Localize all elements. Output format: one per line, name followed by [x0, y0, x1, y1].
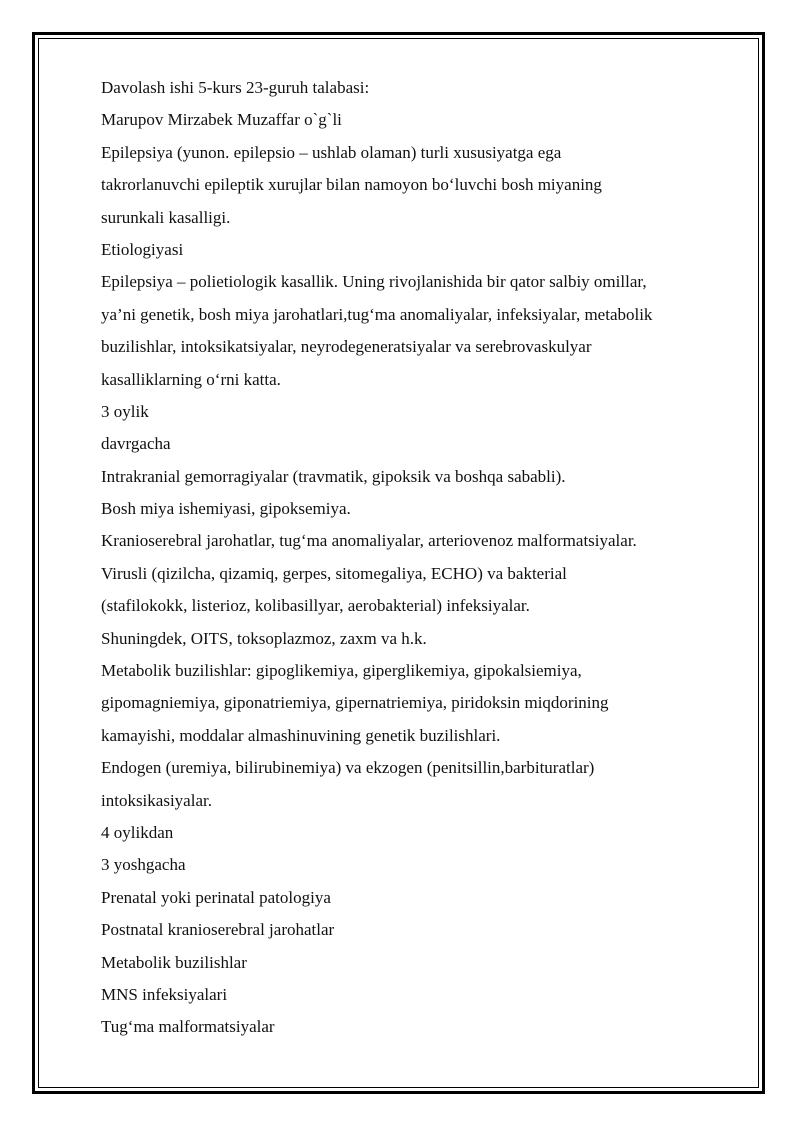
author-name-line: Marupov Mirzabek Muzaffar o`g`li: [101, 110, 342, 130]
cause-line: Metabolik buzilishlar: gipoglikemiya, giperglikemiya, gipokalsiemiya,: [101, 661, 582, 681]
age-group-label: davrgacha: [101, 434, 171, 454]
age-group-label: 3 oylik: [101, 401, 149, 421]
etiology-paragraph-line: Epilepsiya – polietiologik kasallik. Uning rivojlanishida bir qator salbiy omillar,: [101, 272, 647, 292]
cause-line: gipomagniemiya, giponatriemiya, gipernatriemiya, piridoksin miqdorining: [101, 693, 609, 713]
etiology-paragraph-line: kasalliklarning o‘rni katta.: [101, 369, 281, 389]
section-heading-etiology: Etiologiyasi: [101, 239, 184, 259]
definition-line: Epilepsiya (yunon. epilepsio – ushlab olaman) turli xususiyatga ega: [101, 142, 562, 162]
cause-line: Bosh miya ishemiyasi, gipoksemiya.: [101, 499, 351, 519]
etiology-paragraph-line: buzilishlar, intoksikatsiyalar, neyrodegeneratsiyalar va serebrovaskulyar: [101, 337, 592, 357]
age-group-label: 4 oylikdan: [101, 822, 174, 842]
cause-line: kamayishi, moddalar almashinuvining genetik buzilishlari.: [101, 725, 501, 745]
age-group-label: 3 yoshgacha: [101, 855, 186, 875]
document-body: [101, 72, 741, 1044]
cause-line: Tug‘ma malformatsiyalar: [101, 1017, 275, 1037]
cause-line: Endogen (uremiya, bilirubinemiya) va ekzogen (penitsillin,barbituratlar): [101, 758, 595, 778]
cause-line: Prenatal yoki perinatal patologiya: [101, 887, 331, 907]
cause-line: intoksikasiyalar.: [101, 790, 212, 810]
cause-line: MNS infeksiyalari: [101, 984, 228, 1004]
cause-line: Shuningdek, OITS, toksoplazmoz, zaxm va h.k.: [101, 628, 427, 648]
cause-line: (stafilokokk, listerioz, kolibasillyar, aerobakterial) infeksiyalar.: [101, 596, 530, 616]
author-course-line: Davolash ishi 5-kurs 23-guruh talabasi:: [101, 78, 370, 97]
etiology-paragraph-line: ya’ni genetik, bosh miya jarohatlari,tug‘ma anomaliyalar, infeksiyalar, metabolik: [101, 304, 653, 324]
cause-line: Postnatal kranioserebral jarohatlar: [101, 920, 335, 940]
cause-line: Metabolik buzilishlar: [101, 952, 247, 972]
cause-line: Intrakranial gemorragiyalar (travmatik, gipoksik va boshqa sababli).: [101, 466, 566, 486]
cause-line: Virusli (qizilcha, qizamiq, gerpes, sitomegaliya, ECHO) va bakterial: [101, 563, 567, 583]
cause-line: Kranioserebral jarohatlar, tug‘ma anomaliyalar, arteriovenoz malformatsiyalar.: [101, 531, 637, 551]
definition-line: surunkali kasalligi.: [101, 207, 231, 227]
definition-line: takrorlanuvchi epileptik xurujlar bilan namoyon bo‘luvchi bosh miyaning: [101, 175, 602, 195]
